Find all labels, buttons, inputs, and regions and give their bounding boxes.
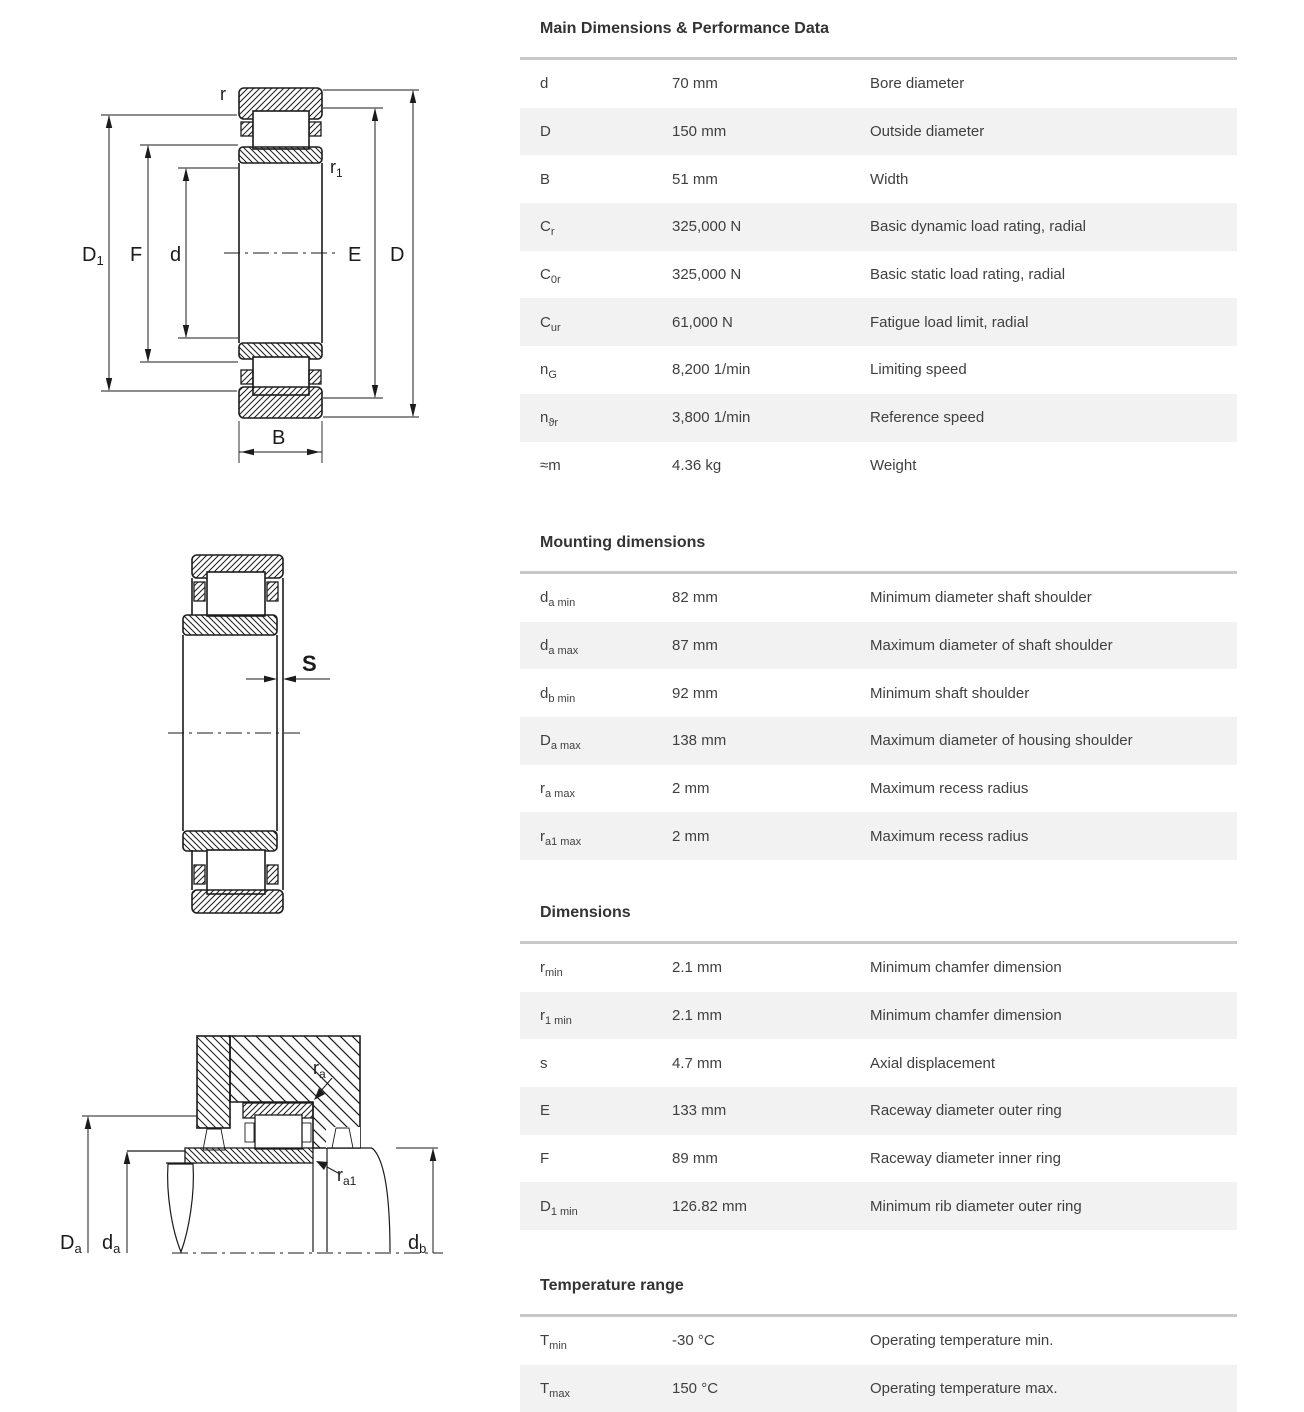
- row-symbol: $D_{a max}$: [540, 732, 581, 753]
- row-description: Maximum diameter of shaft shoulder: [870, 637, 1113, 655]
- row-description: Operating temperature min.: [870, 1332, 1054, 1350]
- row-symbol: $C_r$: [540, 218, 555, 239]
- row-description: Axial displacement: [870, 1054, 996, 1072]
- row-symbol: B: [540, 170, 551, 188]
- section-mounting-dimensions: [520, 531, 1237, 860]
- table-row: [520, 346, 1237, 394]
- table-row: [520, 944, 1237, 992]
- table-row: [520, 1317, 1237, 1365]
- row-value: 2.1 mm: [672, 959, 723, 977]
- row-value: 51 mm: [672, 170, 718, 188]
- row-symbol: $T_{max}$: [540, 1380, 570, 1401]
- row-description: Weight: [870, 456, 917, 474]
- dim-label-s: S: [302, 651, 317, 676]
- table-row: [520, 1182, 1237, 1230]
- row-description: Maximum recess radius: [870, 780, 1029, 798]
- row-description: Reference speed: [870, 409, 985, 427]
- dim-label-ra1: $r_{a1}$: [337, 1165, 357, 1188]
- row-symbol: s: [540, 1054, 548, 1072]
- table-row: [520, 298, 1237, 346]
- table-row: [520, 1135, 1237, 1183]
- row-value: 3,800 1/min: [672, 409, 751, 427]
- bearing-mounting-drawing: [40, 1030, 460, 1265]
- row-value: 133 mm: [672, 1102, 727, 1120]
- row-value: 4.7 mm: [672, 1054, 723, 1072]
- row-symbol: ≈m: [540, 456, 561, 474]
- table-row: [520, 155, 1237, 203]
- section-title: Mounting dimensions: [540, 534, 706, 551]
- spec-table: [520, 571, 1237, 860]
- section-main-dimensions: [520, 17, 1237, 489]
- row-description: Minimum diameter shaft shoulder: [870, 589, 1092, 607]
- table-row: [520, 669, 1237, 717]
- table-row: [520, 1039, 1237, 1087]
- row-symbol: $r_{1 min}$: [540, 1007, 572, 1028]
- spec-table: [520, 941, 1237, 1230]
- table-row: [520, 108, 1237, 156]
- row-symbol: $d_{a min}$: [540, 589, 576, 610]
- table-row: [520, 622, 1237, 670]
- row-symbol: $r_{a1 max}$: [540, 827, 582, 848]
- table-row: [520, 394, 1237, 442]
- spec-table: [520, 57, 1237, 489]
- table-row: [520, 574, 1237, 622]
- row-symbol: $C_{0r}$: [540, 266, 561, 287]
- row-description: Maximum diameter of housing shoulder: [870, 732, 1133, 750]
- row-value: 82 mm: [672, 589, 718, 607]
- row-description: Minimum shaft shoulder: [870, 684, 1030, 702]
- table-row: [520, 442, 1237, 490]
- row-value: -30 °C: [672, 1332, 715, 1350]
- row-symbol: $D_{1 min}$: [540, 1197, 578, 1218]
- dim-label-r: r: [220, 84, 226, 104]
- row-description: Raceway diameter outer ring: [870, 1102, 1062, 1120]
- row-value: 8,200 1/min: [672, 361, 751, 379]
- axial-displacement-drawing: [150, 540, 370, 935]
- row-description: Width: [870, 170, 909, 188]
- row-symbol: $n_{ϑr}$: [540, 409, 559, 430]
- section-temperature-range: [520, 1274, 1237, 1412]
- table-row: [520, 1087, 1237, 1135]
- table-row: [520, 251, 1237, 299]
- dim-label-outer-d: D: [390, 244, 405, 266]
- row-description: Basic dynamic load rating, radial: [870, 218, 1086, 236]
- dim-label-f: F: [130, 244, 143, 266]
- dim-label-db: $d_b$: [408, 1232, 427, 1256]
- row-description: Operating temperature max.: [870, 1380, 1058, 1398]
- table-row: [520, 60, 1237, 108]
- row-description: Minimum rib diameter outer ring: [870, 1197, 1082, 1215]
- section-title: Dimensions: [540, 904, 631, 921]
- row-description: Limiting speed: [870, 361, 967, 379]
- row-symbol: $d_{b min}$: [540, 684, 576, 705]
- table-row: [520, 203, 1237, 251]
- row-description: Maximum recess radius: [870, 827, 1029, 845]
- dim-label-d: d: [170, 244, 182, 266]
- table-row: [520, 765, 1237, 813]
- dim-label-e: E: [348, 244, 362, 266]
- row-description: Fatigue load limit, radial: [870, 313, 1029, 331]
- bearing-cross-section-drawing: [55, 75, 435, 475]
- dim-label-r1: $r_1$: [330, 157, 343, 180]
- row-symbol: d: [540, 75, 549, 93]
- dim-label-da-shaft: $d_a$: [102, 1232, 121, 1256]
- table-row: [520, 717, 1237, 765]
- row-value: 89 mm: [672, 1150, 718, 1168]
- table-row: [520, 1365, 1237, 1412]
- row-description: Bore diameter: [870, 75, 965, 93]
- row-value: 325,000 N: [672, 266, 742, 284]
- section-dimensions: [520, 901, 1237, 1230]
- row-value: 126.82 mm: [672, 1197, 748, 1215]
- row-description: Outside diameter: [870, 123, 985, 141]
- row-value: 92 mm: [672, 684, 718, 702]
- section-title: Temperature range: [540, 1277, 684, 1294]
- row-description: Basic static load rating, radial: [870, 266, 1066, 284]
- table-row: [520, 992, 1237, 1040]
- dim-label-ra: $r_a$: [313, 1058, 326, 1081]
- spec-table: [520, 1314, 1237, 1412]
- row-symbol: E: [540, 1102, 551, 1120]
- row-value: 150 °C: [672, 1380, 719, 1398]
- row-description: Minimum chamfer dimension: [870, 1007, 1062, 1025]
- row-value: 2.1 mm: [672, 1007, 723, 1025]
- row-symbol: D: [540, 123, 551, 141]
- row-symbol: $r_{min}$: [540, 959, 563, 980]
- row-description: Minimum chamfer dimension: [870, 959, 1062, 977]
- row-value: 61,000 N: [672, 313, 733, 331]
- row-symbol: $C_{ur}$: [540, 313, 561, 334]
- row-value: 150 mm: [672, 123, 727, 141]
- row-value: 87 mm: [672, 637, 718, 655]
- row-symbol: $n_G$: [540, 361, 557, 382]
- row-value: 2 mm: [672, 780, 710, 798]
- dim-label-d1: $D_1$: [82, 244, 104, 268]
- row-value: 138 mm: [672, 732, 727, 750]
- row-value: 325,000 N: [672, 218, 742, 236]
- row-value: 70 mm: [672, 75, 718, 93]
- row-value: 4.36 kg: [672, 456, 722, 474]
- section-title: Main Dimensions & Performance Data: [540, 20, 829, 37]
- table-row: [520, 812, 1237, 860]
- row-value: 2 mm: [672, 827, 710, 845]
- row-description: Raceway diameter inner ring: [870, 1150, 1061, 1168]
- row-symbol: $r_{a max}$: [540, 780, 575, 801]
- dim-label-b: B: [272, 427, 286, 449]
- dim-label-da-housing: $D_a$: [60, 1232, 82, 1256]
- row-symbol: $T_{min}$: [540, 1332, 567, 1353]
- row-symbol: F: [540, 1150, 550, 1168]
- row-symbol: $d_{a max}$: [540, 637, 579, 658]
